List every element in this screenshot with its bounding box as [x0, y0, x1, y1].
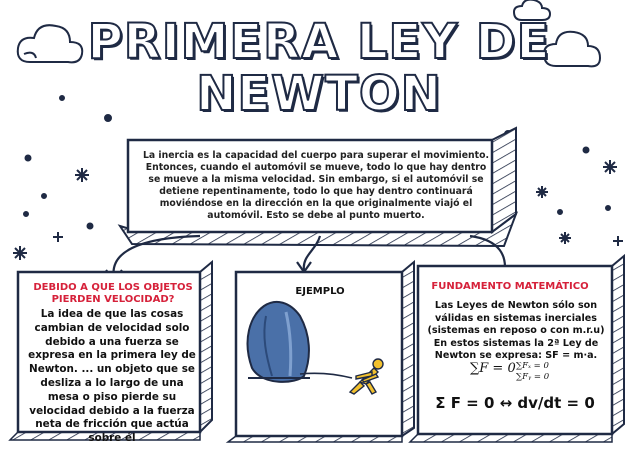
right-panel-title: FUNDAMENTO MATEMÁTICO [431, 281, 589, 292]
intro-text: La inercia es la capacidad del cuerpo para superar el movimiento. Entonces, cuando el automóvil se mueve, todo lo que hay dentro se mueve a la misma velocidad. Sin embargo, si el automóvil se detiene repentinamente, todo lo que hay dentro continuará moviéndose en la dirección en la que originalmente viajó el automóvil. Esto se debe al punto muerto. [142, 150, 490, 221]
formula-components [516, 361, 549, 383]
left-panel-title: DEBIDO A QUE LOS OBJETOS PIERDEN VELOCIDAD? [33, 282, 193, 305]
left-panel-body: La idea de que las cosas cambian de velocidad solo debido a una fuerza se expresa en la primera ley de Newton. ... un objeto que se desliza a lo largo de una mesa o piso pierde su velocidad debido a la fuerza neta de fricción que actúa sobre él [28, 308, 196, 445]
page-title-line-2: NEWTON [196, 66, 442, 122]
formula-sum-force: ∑F = 0 [470, 361, 516, 376]
right-panel-body: Las Leyes de Newton sólo son válidas en sistemas inerciales (sistemas en reposo o con m.r.u) En estos sistemas la 2ª Ley de Newton se expresa: SF = m·a. [427, 300, 605, 362]
formula-x: ∑Fₓ = 0 [516, 361, 549, 371]
middle-panel-title: EJEMPLO [295, 286, 345, 297]
formula-final: Σ F = 0 ↔ dv/dt = 0 [435, 394, 595, 412]
page-title-line-1: PRIMERA LEY DE [87, 14, 551, 70]
formula-y: ∑Fᵧ = 0 [516, 372, 550, 382]
